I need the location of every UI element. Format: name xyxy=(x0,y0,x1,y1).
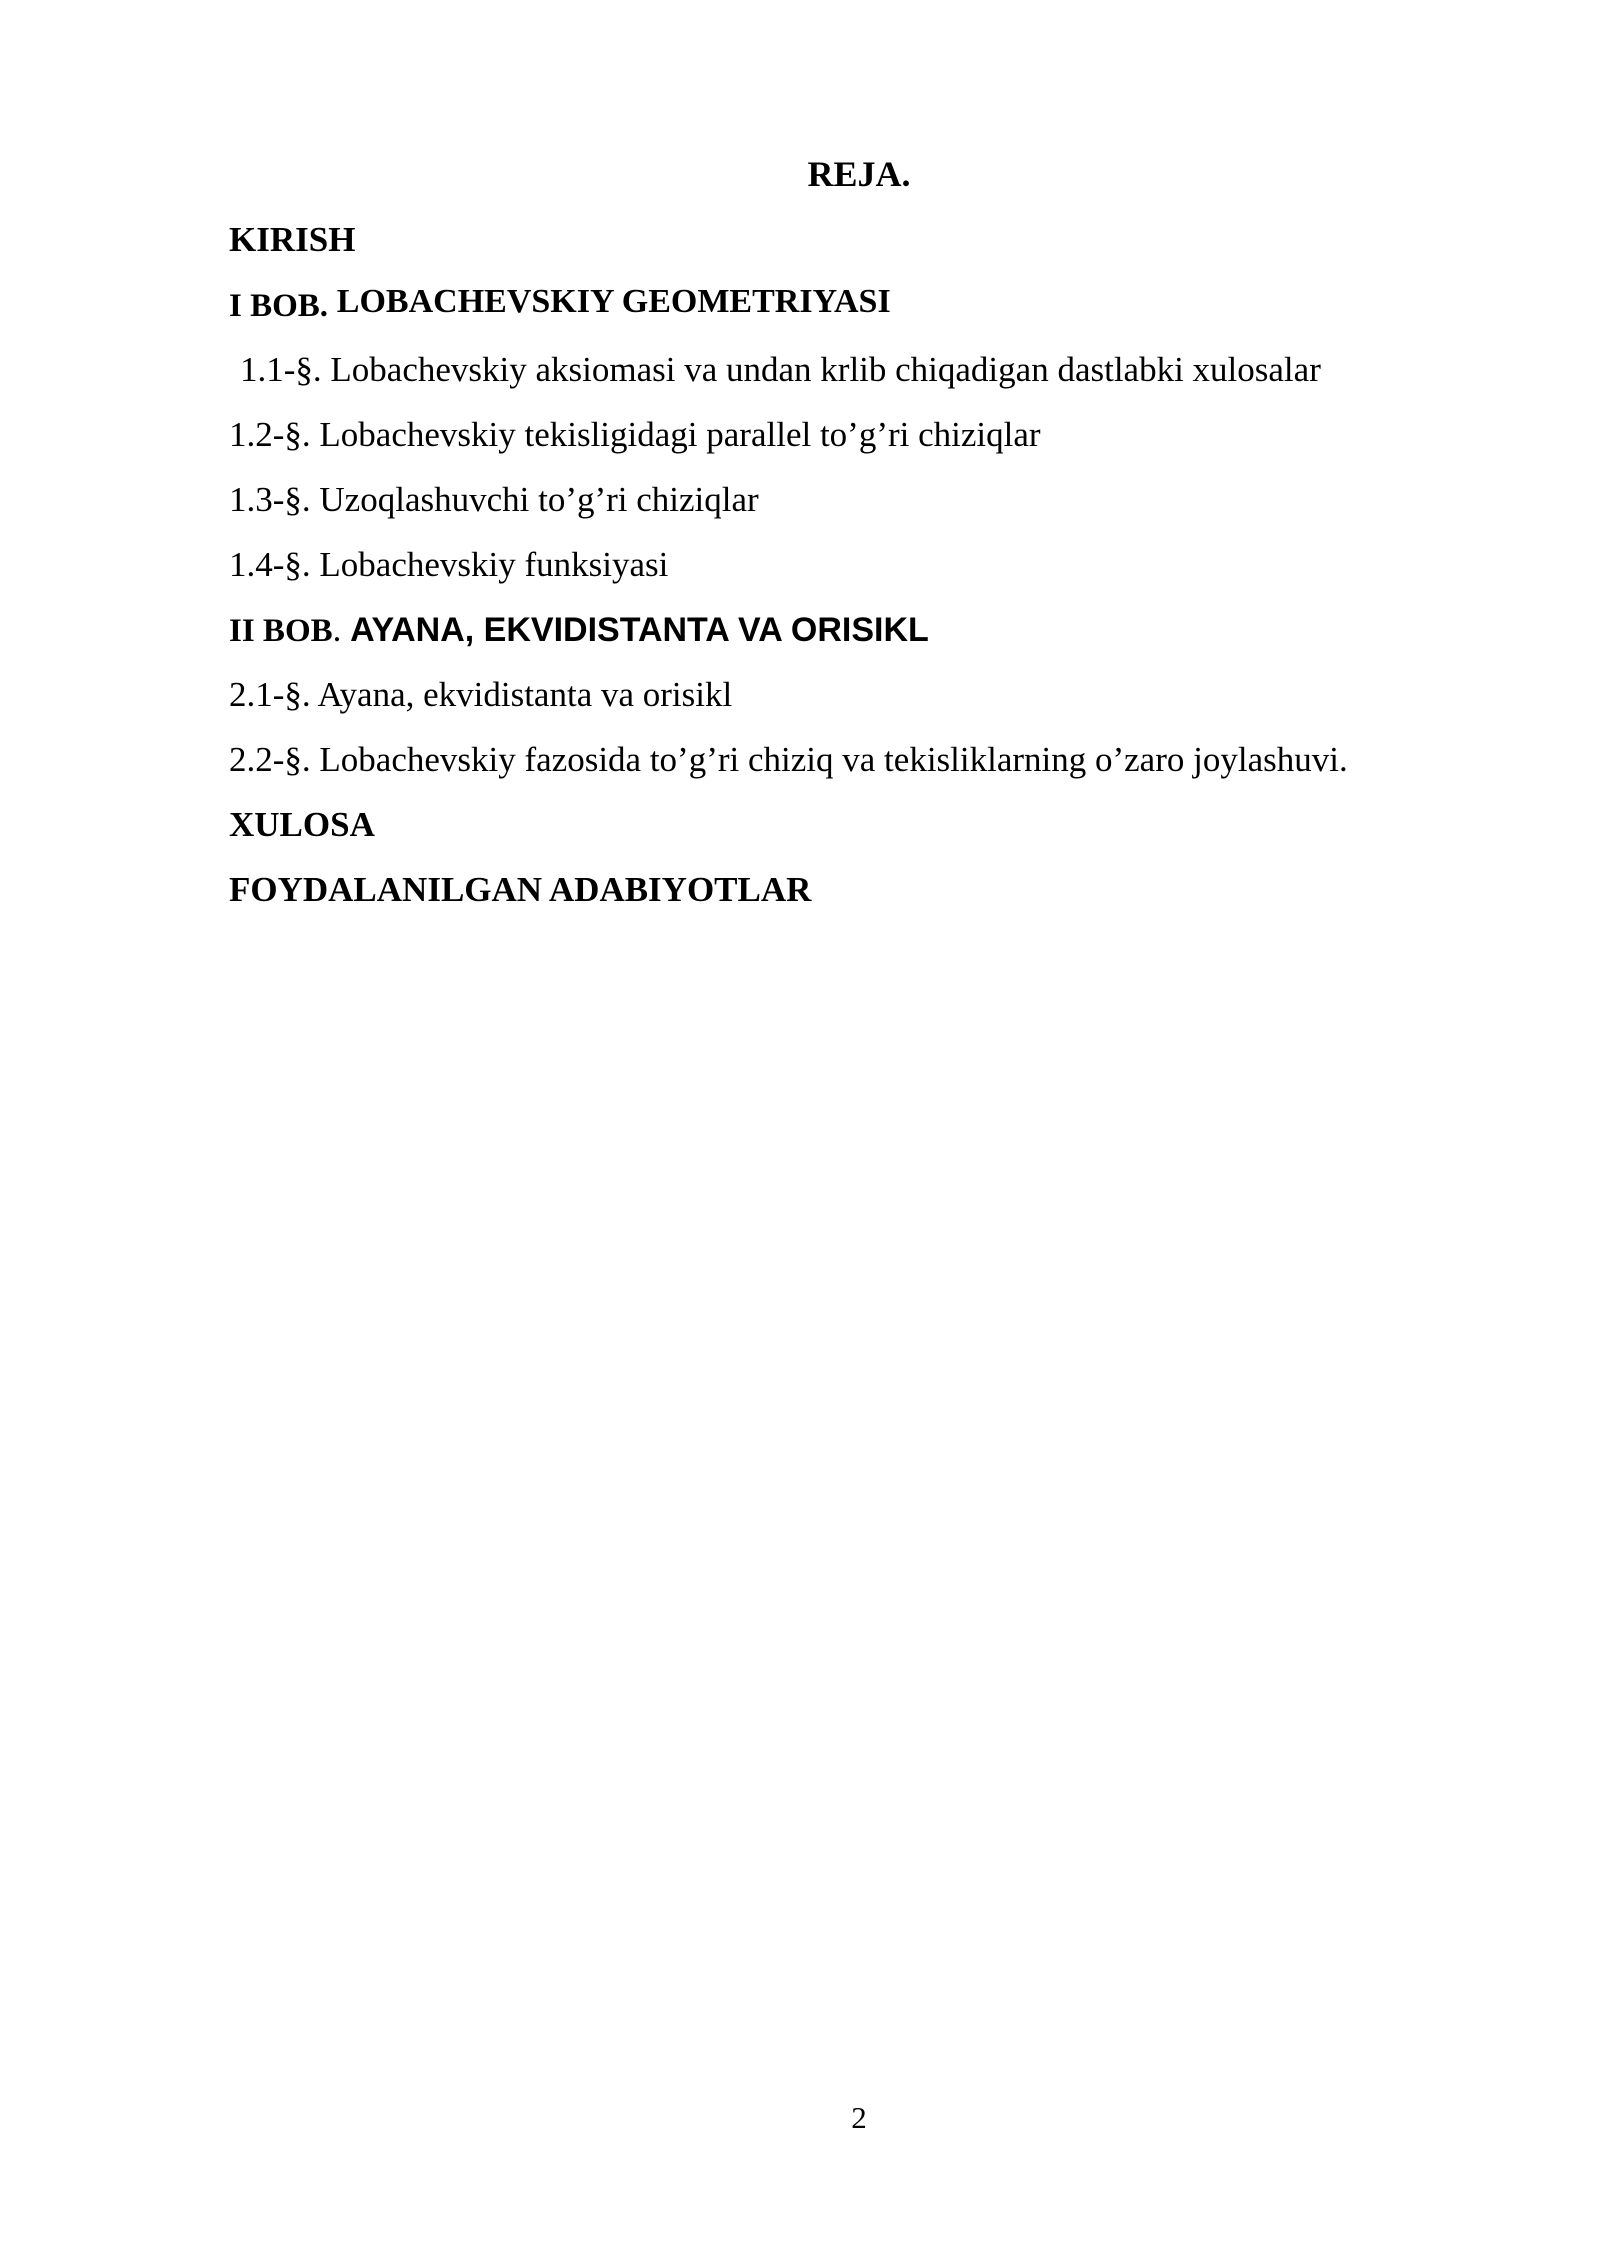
toc-conclusion: XULOSA xyxy=(229,805,375,844)
chapter-2-separator: . xyxy=(332,610,342,649)
toc-section-1-3: 1.3-§. Uzoqlashuvchi to’g’ri chiziqlar xyxy=(229,480,759,519)
toc-section-2-1: 2.1-§. Ayana, ekvidistanta va orisikl xyxy=(229,675,733,714)
toc-section-1-2: 1.2-§. Lobachevskiy tekisligidagi parallel to’g’ri chiziqlar xyxy=(229,415,1041,454)
toc-section-2-2: 2.2-§. Lobachevskiy fazosida to’g’ri chiziq va tekisliklarning o’zaro joylashuvi. xyxy=(229,740,1348,779)
chapter-1-prefix: I BOB. xyxy=(229,288,329,324)
toc-section-1-4: 1.4-§. Lobachevskiy funksiyasi xyxy=(229,545,669,584)
chapter-2-prefix: II BOB xyxy=(229,613,333,649)
toc-intro: KIRISH xyxy=(229,220,356,259)
page-title: REJA. xyxy=(807,154,911,194)
chapter-1-title: LOBACHEVSKIY GEOMETRIYASI xyxy=(336,283,891,320)
chapter-2-title: AYANA, EKVIDISTANTA VA ORISIKL xyxy=(350,611,929,649)
toc-chapter-1 xyxy=(229,281,1529,346)
toc-references: FOYDALANILGAN ADABIYOTLAR xyxy=(229,870,812,909)
table-of-contents xyxy=(229,216,1529,931)
toc-chapter-2 xyxy=(229,606,1529,671)
page-number: 2 xyxy=(851,2100,867,2135)
toc-section-1-1: 1.1-§. Lobachevskiy aksiomasi va undan krlib chiqadigan dastlabki xulosalar xyxy=(240,350,1321,389)
